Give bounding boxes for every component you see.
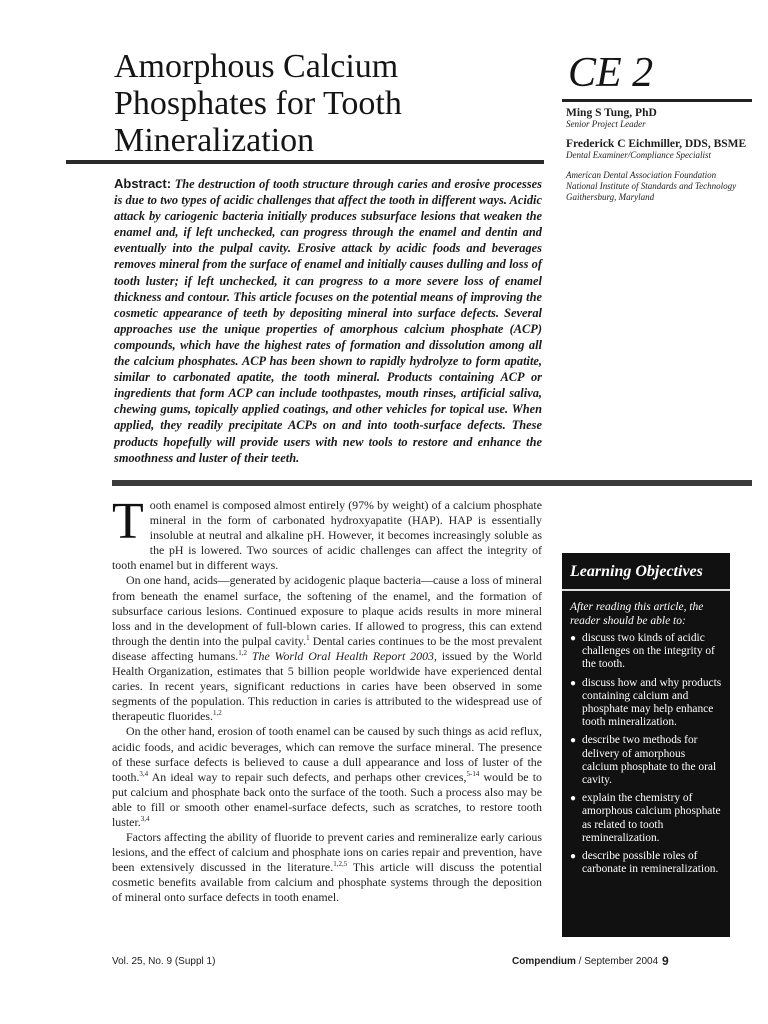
paragraph-text: Dental caries continues to be the most prevalent disease affecting humans. [112,633,542,663]
learning-objectives-box [562,553,730,937]
page-number: 9 [662,954,669,968]
body-paragraph [112,724,542,830]
report-title: The World Oral Health Report 2003 [246,648,434,663]
paragraph-text: On the other hand, erosion of tooth enamel can be caused by such things as acid reflux, acidic foods, and acidic beverages, which can remove the surface mineral. The presence of these surface defects is believed to cause a dull appearance and loss of luster of the tooth. [112,724,542,784]
paragraph-text: An ideal way to repair such defects, and perhaps other crevices, [148,769,467,784]
article-body [112,493,543,906]
drop-cap: T [112,493,144,550]
affiliation-line: American Dental Association Foundation [566,170,717,180]
author-name: Ming S Tung, PhD [566,107,657,119]
objective-text: describe two methods for delivery of amorphous calcium phosphate to the oral cavity. [582,734,717,787]
abstract [114,176,542,466]
author-block [566,139,756,161]
title-divider [66,160,544,164]
body-paragraph [112,830,542,905]
objective-item [570,734,724,787]
author-name: Frederick C Eichmiller, DDS, BSME [566,138,747,150]
objective-text: discuss two kinds of acidic challenges on the integrity of the tooth. [582,632,715,671]
title-line: Mineralization [114,122,315,159]
abstract-text: The destruction of tooth structure through caries and erosive processes is due to two types of acidic challenges that affect the tooth in different ways. Acidic attack by cariogenic bacteria initially produces subsurface lesions that weaken the enamel and, if left unchecked, can progress through the enamel and dentin and eventually into the pulpal cavity. Erosive attack by acidic foods and beverages removes mineral from the surface of enamel and initially causes dulling and loss of tooth luster; if left unchecked, it can progress to a more severe loss of enamel thickness and contour. This article focuses on the potential means of improving the cosmetic appearance of teeth by depositing mineral into surface defects. Several approaches use the unique properties of amorphous calcium phosphate (ACP) compounds, which have the highest rates of formation and dissolution among all the calcium phosphates. ACP has been shown to rapidly hydrolyze to form apatite, similar to carbonated apatite, the tooth mineral. Products containing ACP or ingredients that form ACP can include toothpastes, mouth rinses, artificial saliva, chewing gums, topically applied coatings, and other vehicles for topical use. When applied, they readily precipitate ACPs on and into tooth-surface defects. These products hopefully will provide users with new tools to restore and enhance the smoothness and luster of their teeth. [114,177,542,465]
title-line: Amorphous Calcium [114,48,399,85]
paragraph-text: Factors affecting the ability of fluoride to prevent caries and remineralize early carious lesions, and the effect of calcium and phosphate ions on caries repair and prevention, have been extensively discussed in the literature. [112,830,542,875]
article-title [114,48,514,159]
paragraph-text: This article will discuss the potential cosmetic benefits available from calcium and phosphate systems through the deposition of mineral onto surface defects in tooth enamel. [112,860,543,905]
citation: 3,4 [140,815,150,823]
citation: 1,2,5 [333,860,348,869]
paragraph-text: , issued by the World Health Organization, estimates that 5 billion people worldwide have experienced dental caries. In recent years, significant reductions in caries have been observed in some segments of the population. This reduction in caries is attributed to the widespread use of therapeutic fluorides. [112,648,543,724]
footer-volume: Vol. 25, No. 9 (Suppl 1) [112,956,216,967]
learning-objectives-intro: After reading this article, the reader should be able to: [570,601,704,627]
abstract-divider [112,480,752,486]
citation: 5-14 [466,769,480,778]
author-role: Dental Examiner/Compliance Specialist [566,150,711,160]
abstract-label: Abstract: [114,176,172,191]
paragraph-text: ooth enamel is composed almost entirely (97% by weight) of a calcium phosphate mineral in the form of carbonated hydroxyapatite (HAP). HAP is essentially insoluble at neutral and alkaline pH. However, it becomes increasingly soluble as the pH is lowered. Two sources of acidic challenges can affect the integrity of tooth enamel but in different ways. [112,498,542,573]
citation: 1 [306,633,310,642]
paragraph-text: On one hand, acids—generated by acidogenic plaque bacteria—cause a loss of mineral from beneath the enamel surface, the softening of the enamel, and the formation of subsurface carious lesions. Continued exposure to plaque acids results in more mineral loss and in the development of full-blown caries. If allowed to progress, this can extend through the dentin into the pulpal cavity. [112,573,542,648]
ce-label: CE 2 [568,50,654,96]
objective-item [570,850,724,876]
affiliation-line: Gaithersburg, Maryland [566,192,655,202]
citation: 1,2 [238,648,247,657]
author-role: Senior Project Leader [566,119,646,129]
objective-text: describe possible roles of carbonate in remineralization. [582,850,719,876]
learning-objectives-list [562,632,730,876]
objective-item [570,792,724,845]
bullet-icon: ● [570,633,577,644]
bullet-icon: ● [570,677,577,689]
affiliation-line: National Institute of Standards and Technology [566,181,737,191]
affiliation [566,170,756,203]
issue-date: / September 2004 [575,956,659,967]
author-info [566,108,756,203]
learning-objectives-divider [562,589,730,591]
body-paragraph [112,573,542,724]
objective-text: discuss how and why products containing calcium and phosphate may help enhance tooth mineralization. [582,676,722,729]
ce-divider [562,99,752,102]
paragraph-text: would be to put calcium and phosphate back onto the surface of the tooth. Such a process also may be able to fill or smooth other enamel-surface defects, such as scratches, to restore tooth luster. [112,769,542,829]
objective-text: explain the chemistry of amorphous calcium phosphate as related to tooth remineralization. [582,792,721,844]
objective-item [570,677,724,730]
citation: 3,4 [139,769,149,778]
author-block [566,108,756,130]
body-paragraph [112,493,542,573]
bullet-icon: ● [570,793,577,805]
footer-journal [512,956,658,967]
bullet-icon: ● [570,735,577,747]
bullet-icon: ● [570,851,577,863]
title-line: Phosphates for Tooth [114,85,402,122]
journal-name: Compendium [512,956,576,967]
learning-objectives-title: Learning Objectives [570,563,703,580]
citation: 1,2 [213,709,222,718]
objective-item [570,632,724,672]
